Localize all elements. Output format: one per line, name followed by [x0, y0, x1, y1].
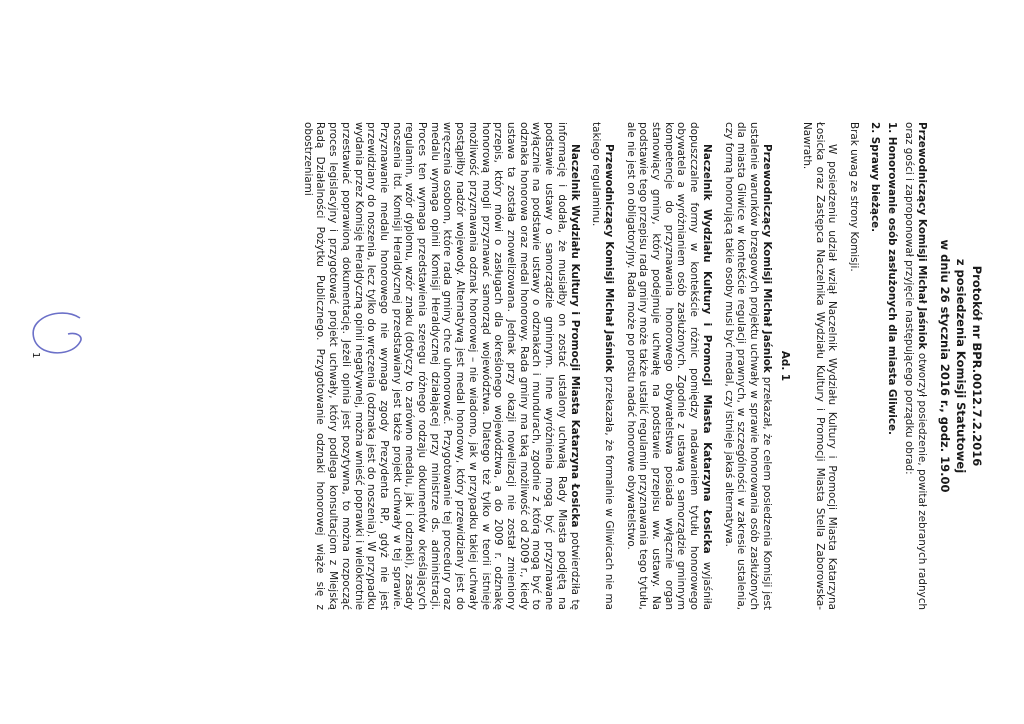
paragraph-4-speaker: Naczelnik Wydziału Kultury i Promocji Miasta Katarzyna Łosicka [568, 144, 581, 528]
paragraph-1 [722, 122, 773, 610]
attendance-paragraph: W posiedzeniu udział wziął Naczelnik Wydziału Kultury i Promocji Miasta Katarzyna Łosicka oraz Zastępca Naczelnika Wydziału Kultury i Promocji Miasta Stella Zaborowska-Nawrath. [801, 122, 839, 610]
agenda-item-2: 2. Sprawy bieżące. [868, 122, 881, 233]
paragraph-1-text: przekazał, że celem posiedzenia Komisji jest ustalenie warunków brzegowych projektu uchwały w sprawie honorowania osób zasłużonych dla miasta Gliwice w kontekście regulacji prawnych, w szczególności w zakresie ustalenia, czy formą honorującą takie osoby musi być medal, czy istnieje jakaś alternatywa. [722, 122, 773, 610]
document-body [292, 122, 984, 610]
paragraph-3-speaker: Przewodniczący Komisji Michał Jaśniok [602, 144, 615, 373]
paragraph-2-text: wyjaśniła dopuszczalne formy w kontekście różnic pomiędzy nadawaniem tytułu honorowego obywatela a wyróżnianiem osób zasłużonych. Zgodnie z ustawą o samorządzie gminnym kompetencje do przyznawania honorowego obywatelstwa posiada wyłącznie organ stanowiący gminy, który podejmuje uchwałę na podstawie przepisu ww. ustawy. Na podstawie tego przepisu rada gminy może także ustalić regulamin przyznawania tego tytułu, ale nie jest on obligatoryjny. Rada może po prostu nadać honorowe obywatelstwo. [624, 122, 713, 610]
protocol-number: Protokół nr BPR.0012.7.2.2016 [970, 265, 984, 467]
ad-heading: Ad. 1 [779, 350, 792, 382]
intro-paragraph [903, 122, 928, 610]
no-remarks: Brak uwag ze strony Komisji. [848, 122, 861, 272]
page-number: 1 [30, 352, 41, 359]
intro-text: otworzył posiedzenie, powitał zebranych radnych oraz gości i zaproponował przyjęcie następującego porządku obrad: [903, 122, 928, 610]
handwritten-signature [28, 308, 88, 358]
paragraph-3 [590, 122, 615, 610]
intro-speaker: Przewodniczący Komisji Michał Jaśniok [916, 122, 928, 350]
paragraph-1-speaker: Przewodniczący Komisji Michał Jaśniok [760, 144, 773, 373]
paragraph-4-text: potwierdziła tę informację i dodała, że musiałby on zostać ustalony uchwałą Rady Miasta podjętą na podstawie ustawy o samorządzie gminnym. Inne wyróżnienia mogą być przyznawane wyłącznie na podstawie ustawy o odznakach i mundurach, zgodnie z którą mogą być to odznaka honorowa oraz medal honorowy. Rada gminy ma taką możliwość od 2009 r., kiedy ustawa ta została znowelizowana. Jednak przy okazji nowelizacji nie został zmieniony przepis, który mówi o zasługach dla określonego województwa, a do 2009 r. odznakę honorową mogli przyznawać samorząd województwa. Dlatego też tylko w teorii istnieje możliwość przyznawania odznak honorowej – nie wiadomo, jak w przypadku takiej uchwały postąpiłby nadzór wojewody. Alternatywą jest medal honorowy, który przewidziany jest do wręczenia osobom, które rada gminy chce uhonorować. Przygotowanie tej procedury oraz medalu wymaga opinii Komisji Heraldycznej działającej przy ministrze ds. administracji. Proces ten wymaga przedstawienia szeregu różnego rodzaju dokumentów określających regulamin, wzór dyplomu, wzór znaku (dotyczy to zarówno medalu, jak i odznaki), zasady noszenia itd. Komisji Heraldycznej przedstawiany jest także projekt uchwały w tej sprawie. Przyznawanie medalu honorowego nie wymaga zgody Prezydenta RP, gdyż nie jest przewidziany do noszenia, lecz tylko do wręczenia (odznaka jest do noszenia). W przypadku wydania przez Komisję Heraldyczną opinii negatywnej, można wnieść poprawki i wielokrotnie przestawiać poprawioną dokumentację. Jeżeli opinia jest pozytywna, to można rozpocząć proces legislacyjny i przygotować projekt uchwały, który podlega konsultacjom z Miejską Radą Działalności Pożytku Publicznego. Przygotowanie odznaki honorowej wiąże się z obostrzeniami [301, 122, 581, 610]
paragraph-4 [301, 122, 580, 610]
rotated-document-page [0, 32, 1024, 692]
meeting-date: w dniu 26 stycznia 2016 r., godz. 19.00 [938, 239, 952, 493]
paragraph-3-text: przekazała, że formalnie w Gliwicach nie ma takiego regulaminu. [590, 122, 615, 610]
paragraph-2 [624, 122, 713, 610]
agenda-item-1: 1. Honorowanie osób zasłużonych dla miasta Gliwice. [885, 122, 898, 435]
meeting-name: z posiedzenia Komisji Statutowej [954, 258, 968, 474]
paragraph-2-speaker: Naczelnik Wydziału Kultury i Promocji Miasta Katarzyna Łosicka [700, 144, 713, 554]
